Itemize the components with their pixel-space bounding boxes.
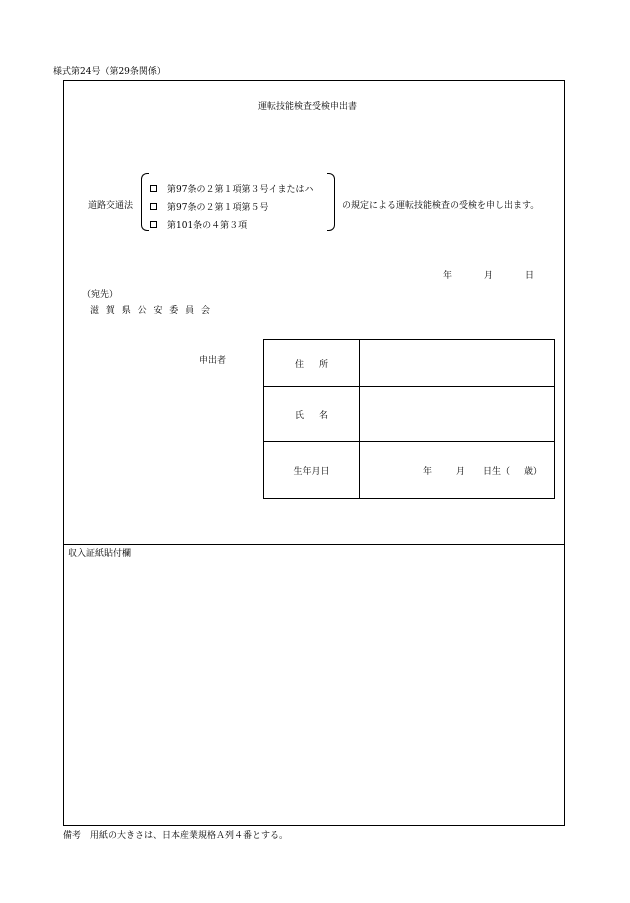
dob-age-label: 歳） (523, 466, 542, 477)
form-number: 様式第24号（第29条関係） (53, 67, 166, 77)
dob-year-label: 年 (422, 466, 432, 477)
dob-month-label: 月 (455, 466, 465, 477)
right-brace (327, 173, 335, 231)
dob-row (264, 442, 555, 499)
stamp-area-label: 収入証紙貼付欄 (68, 549, 132, 559)
name-row (264, 387, 555, 442)
law-suffix: の規定による運転技能検査の受検を申し出ます。 (342, 201, 540, 211)
dob-input[interactable] (360, 442, 555, 499)
address-label: 住所 (294, 359, 343, 370)
stamp-area[interactable] (64, 556, 564, 824)
dob-label-cell (264, 442, 360, 499)
footer-note: 備考 用紙の大きさは、日本産業規格Ａ列４番とする。 (63, 831, 289, 841)
name-label-cell (264, 387, 360, 442)
option-1 (150, 182, 313, 195)
applicant-table (263, 339, 555, 499)
option-1-label: 第97条の２第１項第３号イまたはハ (167, 185, 314, 195)
date-year-label: 年 (443, 271, 453, 281)
option-3-label: 第101条の４第３項 (167, 221, 248, 231)
dob-label: 生年月日 (293, 466, 330, 477)
addressee: 滋 賀 県 公 安 委 員 会 (90, 306, 211, 316)
date-day-label: 日 (525, 271, 535, 281)
left-brace (141, 173, 149, 231)
option-3 (150, 218, 247, 231)
checkbox-option-1[interactable] (150, 185, 157, 192)
addressee-label: （宛先） (82, 290, 119, 300)
option-2 (150, 200, 268, 213)
form-title: 運転技能検査受検申出書 (258, 102, 358, 112)
option-2-label: 第97条の２第１項第５号 (167, 203, 269, 213)
address-row (264, 340, 555, 387)
applicant-label: 申出者 (199, 356, 227, 366)
dob-fields (360, 464, 554, 477)
address-label-cell (264, 340, 360, 387)
address-input[interactable] (360, 340, 555, 387)
dob-day-label: 日生（ (482, 466, 510, 477)
checkbox-option-3[interactable] (150, 221, 157, 228)
date-month-label: 月 (484, 271, 494, 281)
stamp-section-divider (63, 544, 565, 545)
checkbox-option-2[interactable] (150, 203, 157, 210)
name-input[interactable] (360, 387, 555, 442)
law-prefix: 道路交通法 (88, 201, 134, 211)
name-label: 氏名 (294, 410, 343, 421)
